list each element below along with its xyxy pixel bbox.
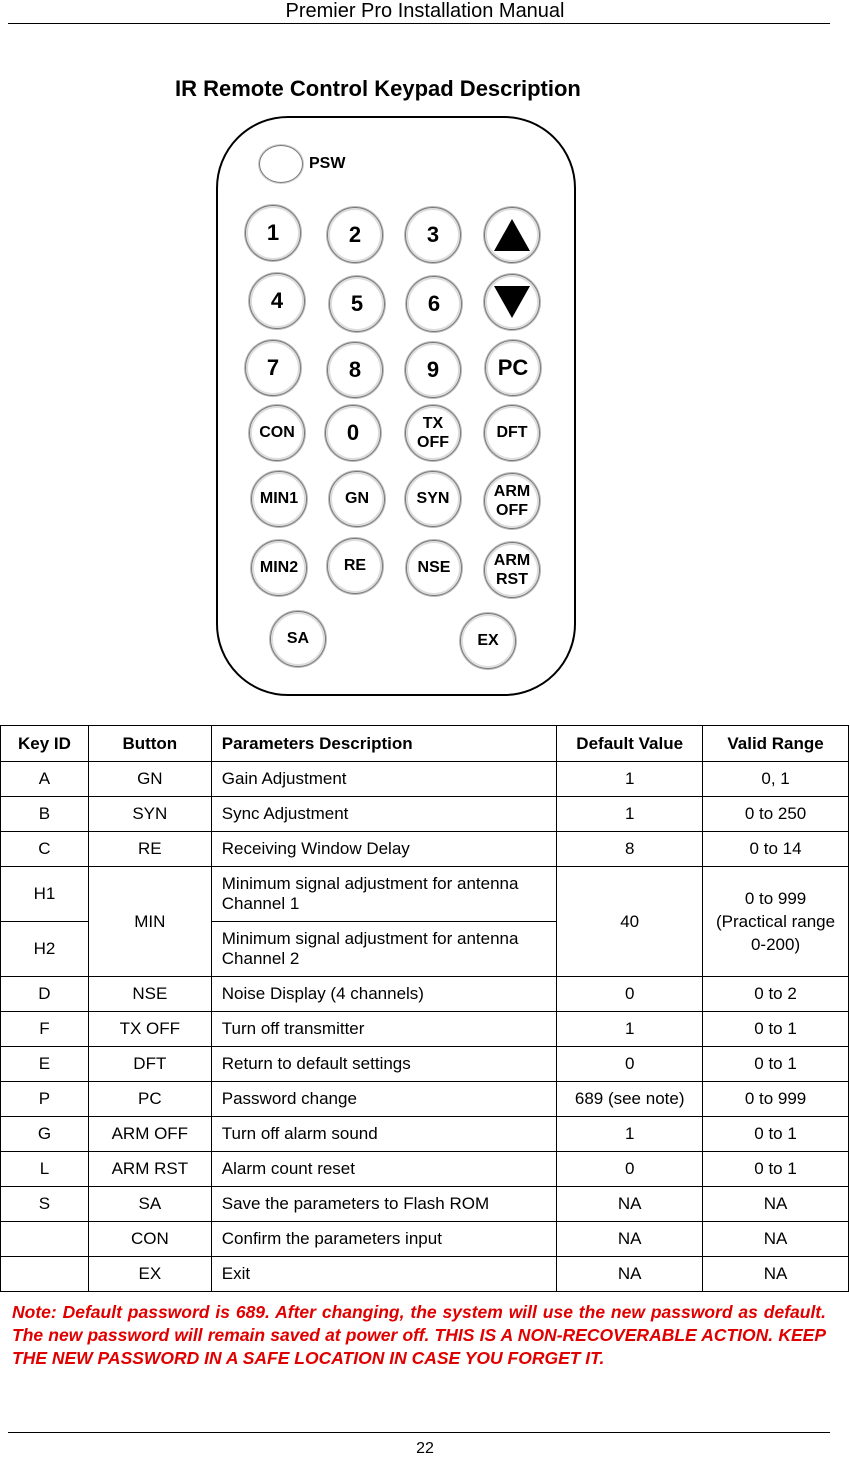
- section-title: IR Remote Control Keypad Description: [175, 76, 581, 101]
- key-gn-label: GN: [345, 490, 369, 507]
- cell-button: CON: [88, 1222, 211, 1257]
- key-gn: [329, 471, 385, 527]
- cell-default: 0: [557, 1152, 703, 1187]
- col-key-id: Key ID: [1, 726, 89, 762]
- key-5-label: 5: [350, 291, 364, 316]
- cell-description: Turn off alarm sound: [211, 1117, 557, 1152]
- table-row: [1, 1117, 849, 1152]
- cell-key-id: H2: [1, 922, 89, 977]
- key-arm-rst: [484, 542, 540, 598]
- key-7: [245, 340, 301, 396]
- psw-label: PSW: [309, 155, 346, 172]
- key-up: [484, 207, 540, 263]
- key-arm-rst-line1: ARM: [493, 552, 531, 569]
- footer-rule: [8, 1432, 830, 1433]
- cell-description: Return to default settings: [211, 1047, 557, 1082]
- cell-key-id: [1, 1222, 89, 1257]
- password-note: Note: Default password is 689. After changing, the system will use the new password as default. The new password will remain saved at power off. THIS IS A NON-RECOVERABLE ACTION. KEEP THE NEW PASSWORD IN A SAFE LOCATION IN CASE YOU FORGET IT.: [12, 1302, 826, 1368]
- cell-button: NSE: [88, 977, 211, 1012]
- cell-key-id: E: [1, 1047, 89, 1082]
- key-sa-label: SA: [286, 630, 310, 647]
- cell-description: Confirm the parameters input: [211, 1222, 557, 1257]
- psw-button: [259, 145, 303, 183]
- cell-key-id: B: [1, 797, 89, 832]
- key-9-label: 9: [426, 357, 440, 382]
- key-arm-rst-line2: RST: [496, 571, 528, 588]
- key-ex-label: EX: [477, 632, 499, 649]
- cell-description: Gain Adjustment: [211, 762, 557, 797]
- key-6: [406, 276, 462, 332]
- cell-range: 0 to 2: [703, 977, 849, 1012]
- cell-key-id: D: [1, 977, 89, 1012]
- key-sa: [270, 611, 326, 667]
- cell-description: Turn off transmitter: [211, 1012, 557, 1047]
- cell-description: Minimum signal adjustment for antenna Channel 2: [211, 922, 557, 977]
- cell-range: 0 to 1: [703, 1047, 849, 1082]
- key-6-label: 6: [427, 291, 441, 316]
- key-min1: [251, 471, 307, 527]
- key-dft: [484, 405, 540, 461]
- table-row: [1, 762, 849, 797]
- key-arm-off: [484, 473, 540, 529]
- cell-default: 689 (see note): [557, 1082, 703, 1117]
- key-1-label: 1: [266, 220, 280, 245]
- page-header: Premier Pro Installation Manual: [285, 0, 565, 22]
- key-nse-label: NSE: [417, 559, 451, 576]
- cell-description: Alarm count reset: [211, 1152, 557, 1187]
- table-row: [1, 1082, 849, 1117]
- cell-default: NA: [557, 1257, 703, 1292]
- table-row: [1, 1047, 849, 1082]
- key-2-label: 2: [348, 222, 362, 247]
- table-row: [1, 1257, 849, 1292]
- key-re-label: RE: [343, 557, 367, 574]
- key-tx-off-line2: OFF: [417, 434, 449, 451]
- cell-description: Save the parameters to Flash ROM: [211, 1187, 557, 1222]
- key-con: [249, 405, 305, 461]
- cell-button: RE: [88, 832, 211, 867]
- key-3: [405, 207, 461, 263]
- cell-button: SA: [88, 1187, 211, 1222]
- cell-range: 0 to 1: [703, 1152, 849, 1187]
- table-row: [1, 1012, 849, 1047]
- table-row: [1, 832, 849, 867]
- page-number: 22: [416, 1440, 434, 1457]
- cell-range: 0 to 999 (Practical range 0-200): [703, 867, 849, 977]
- cell-button: SYN: [88, 797, 211, 832]
- cell-range: 0 to 250: [703, 797, 849, 832]
- cell-button: ARM RST: [88, 1152, 211, 1187]
- cell-button: PC: [88, 1082, 211, 1117]
- arrow-down-icon: [494, 286, 530, 318]
- table-row: [1, 797, 849, 832]
- col-description: Parameters Description: [211, 726, 557, 762]
- key-syn: [405, 471, 461, 527]
- key-pc: [485, 340, 541, 396]
- key-2: [327, 207, 383, 263]
- key-0: [325, 405, 381, 461]
- cell-range: NA: [703, 1257, 849, 1292]
- cell-default: 1: [557, 1117, 703, 1152]
- key-con-label: CON: [259, 424, 295, 441]
- key-pc-label: PC: [497, 355, 529, 380]
- key-nse: [406, 540, 462, 596]
- key-7-label: 7: [266, 355, 280, 380]
- key-tx-off-line1: TX: [422, 415, 444, 432]
- key-tx-off: [405, 405, 461, 461]
- col-range: Valid Range: [703, 726, 849, 762]
- parameter-table: [0, 725, 849, 1292]
- cell-default: NA: [557, 1222, 703, 1257]
- key-re: [327, 538, 383, 594]
- col-button: Button: [88, 726, 211, 762]
- cell-button: DFT: [88, 1047, 211, 1082]
- key-min1-label: MIN1: [259, 490, 299, 507]
- key-8-label: 8: [348, 357, 362, 382]
- cell-button: MIN: [88, 867, 211, 977]
- cell-range: NA: [703, 1222, 849, 1257]
- cell-button: ARM OFF: [88, 1117, 211, 1152]
- cell-button: EX: [88, 1257, 211, 1292]
- cell-default: 8: [557, 832, 703, 867]
- arrow-up-icon: [494, 219, 530, 251]
- cell-description: Password change: [211, 1082, 557, 1117]
- cell-description: Receiving Window Delay: [211, 832, 557, 867]
- table-header-row: [1, 726, 849, 762]
- cell-description: Noise Display (4 channels): [211, 977, 557, 1012]
- key-ex: [460, 613, 516, 669]
- cell-range: 0 to 999: [703, 1082, 849, 1117]
- cell-key-id: P: [1, 1082, 89, 1117]
- cell-default: 40: [557, 867, 703, 977]
- key-4-label: 4: [270, 288, 284, 313]
- cell-key-id: G: [1, 1117, 89, 1152]
- cell-description: Exit: [211, 1257, 557, 1292]
- col-default: Default Value: [557, 726, 703, 762]
- table-row: [1, 1187, 849, 1222]
- table-row: [1, 867, 849, 922]
- table-row: [1, 977, 849, 1012]
- table-row: [1, 1222, 849, 1257]
- cell-button: GN: [88, 762, 211, 797]
- key-syn-label: SYN: [416, 490, 450, 507]
- cell-range: 0 to 1: [703, 1117, 849, 1152]
- key-dft-label: DFT: [496, 424, 528, 441]
- key-arm-off-line1: ARM: [493, 483, 531, 500]
- key-down: [484, 274, 540, 330]
- key-4: [249, 273, 305, 329]
- cell-default: 0: [557, 977, 703, 1012]
- cell-range: NA: [703, 1187, 849, 1222]
- key-arm-off-line2: OFF: [496, 502, 528, 519]
- cell-description: Sync Adjustment: [211, 797, 557, 832]
- cell-default: 0: [557, 1047, 703, 1082]
- key-8: [327, 342, 383, 398]
- key-1: [245, 205, 301, 261]
- cell-button: TX OFF: [88, 1012, 211, 1047]
- cell-key-id: S: [1, 1187, 89, 1222]
- cell-range: 0 to 1: [703, 1012, 849, 1047]
- cell-description: Minimum signal adjustment for antenna Channel 1: [211, 867, 557, 922]
- cell-default: 1: [557, 762, 703, 797]
- cell-key-id: [1, 1257, 89, 1292]
- cell-range: 0, 1: [703, 762, 849, 797]
- cell-default: 1: [557, 797, 703, 832]
- cell-key-id: H1: [1, 867, 89, 922]
- table-row: [1, 1152, 849, 1187]
- cell-key-id: A: [1, 762, 89, 797]
- header-rule: [8, 23, 830, 24]
- cell-key-id: C: [1, 832, 89, 867]
- cell-default: NA: [557, 1187, 703, 1222]
- key-3-label: 3: [426, 222, 440, 247]
- key-min2-label: MIN2: [259, 559, 299, 576]
- key-0-label: 0: [346, 420, 360, 445]
- cell-range: 0 to 14: [703, 832, 849, 867]
- cell-default: 1: [557, 1012, 703, 1047]
- key-9: [405, 342, 461, 398]
- cell-key-id: F: [1, 1012, 89, 1047]
- key-5: [329, 276, 385, 332]
- cell-key-id: L: [1, 1152, 89, 1187]
- key-min2: [251, 540, 307, 596]
